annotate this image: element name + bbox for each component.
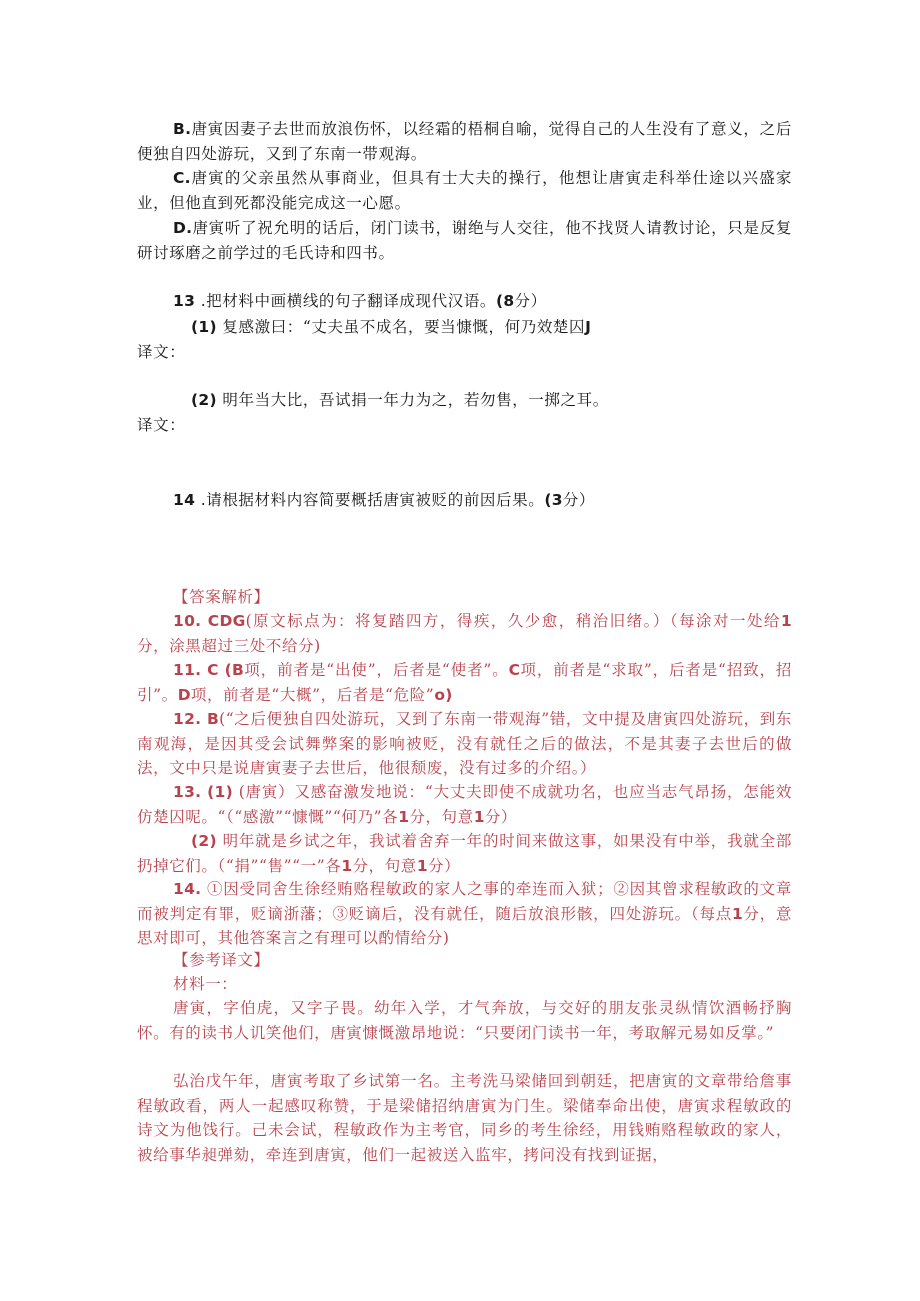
option-b-text: 唐寅因妻子去世而放浪伤怀，以经霜的梧桐自喻，觉得自己的人生没有了意义，之后便独自四处游玩，又到了东南一带观海。 — [137, 120, 792, 163]
answer-11-text-3: 项，前者是“大概”，后者是“危险” — [190, 685, 435, 704]
question-13-item-2 — [137, 388, 792, 413]
answer-13-1-points-1: 1 — [398, 807, 410, 826]
question-14-prompt: .请根据材料内容简要概括唐寅被贬的前因后果。 — [200, 491, 545, 509]
option-c — [137, 166, 792, 215]
question-14-points: (3 — [544, 491, 563, 509]
answer-13-2-text-3: 分） — [428, 856, 461, 875]
answer-13-1 — [137, 780, 792, 829]
option-c-letter: C. — [173, 169, 191, 187]
answer-13-1-text-2: 分，句意 — [409, 807, 474, 826]
answer-10 — [137, 609, 792, 658]
answer-11-tail: o) — [434, 685, 453, 704]
answer-14 — [137, 877, 792, 951]
question-13-item-1-tail: J — [585, 318, 592, 336]
answer-10-key: CDG — [207, 612, 246, 630]
answer-13-number: 13. — [173, 783, 202, 801]
question-14-points-unit: 分） — [562, 491, 596, 509]
answer-13-2-sub: (2) — [191, 832, 217, 850]
translation-paragraph-1: 唐寅，字伯虎，又字子畏。幼年入学，才气奔放，与交好的朋友张灵纵情饮酒畅抒胸怀。有的读书人讥笑他们，唐寅慷慨激昂地说：“只要闭门读书一年，考取解元易如反掌。” — [137, 999, 792, 1042]
answer-14-text-2: 分，意思对即可，其他答案言之有理可以酌情给分) — [137, 904, 792, 947]
answer-13-2 — [137, 829, 792, 878]
answer-11-key: C — [207, 661, 219, 679]
question-13-item-1-answer-label: 译文： — [137, 343, 186, 361]
answer-13-1-sub: (1) — [207, 783, 233, 801]
question-13 — [137, 289, 792, 314]
translation-paragraph-2: 弘治戊午年，唐寅考取了乡试第一名。主考洗马梁储回到朝廷，把唐寅的文章带给詹事程敏政看，两人一起感叹称赞，于是梁储招纳唐寅为门生。梁储奉命出使，唐寅求程敏政的诗文为他饯行。己未会试，程敏政作为主考官，同乡的考生徐经，用钱贿赂程敏政的家人，被给事华昶弹劾，牵连到唐寅，他们一起被送入监牢，拷问没有找到证据， — [137, 1072, 792, 1164]
answer-14-number: 14. — [173, 880, 202, 898]
option-d-text: 唐寅听了祝允明的话后，闭门读书，谢绝与人交往，他不找贤人请教讨论，只是反复研讨琢磨之前学过的毛氏诗和四书。 — [137, 219, 792, 262]
option-d — [137, 216, 792, 265]
answer-heading: 【答案解析】 — [173, 588, 270, 606]
question-13-item-1-number: (1) — [191, 318, 217, 336]
question-13-prompt: .把材料中画横线的句子翻译成现代汉语。 — [200, 292, 497, 310]
answer-13-2-text: 明年就是乡试之年，我试着舍弃一年的时间来做这事，如果没有中举，我就全部扔掉它们。（“捐”“售”“一”各 — [137, 832, 792, 875]
question-14-number: 14 — [173, 491, 196, 509]
answer-11-text-2: 项，前者是“求取”，后者是“招致，招引”。 — [137, 661, 793, 704]
answer-14-points: 1 — [732, 904, 744, 923]
question-13-number: 13 — [173, 292, 196, 310]
answer-11-option-c: C — [508, 661, 521, 679]
answer-11-option-d: D — [177, 685, 191, 704]
question-13-item-1-text: 复感激曰：“丈夫虽不成名，要当慷慨，何乃效楚囚 — [222, 318, 586, 336]
question-13-points: (8 — [496, 292, 515, 310]
option-c-text: 唐寅的父亲虽然从事商业，但具有士大夫的操行，他想让唐寅走科举仕途以兴盛家业，但他直到死都没能完成这一心愿。 — [137, 169, 792, 212]
answer-12-text: (“之后便独自四处游玩，又到了东南一带观海”错，文中提及唐寅四处游玩，到东南观海，是因其受会试舞弊案的影响被贬，没有就任之后的做法，不是其妻子去世后的做法，文中只是说唐寅妻子去世后，他很颓废，没有过多的介绍。） — [137, 710, 792, 777]
question-13-item-1 — [137, 315, 792, 340]
answer-13-2-points-1: 1 — [341, 856, 353, 875]
answer-10-text-2: 分，涂黑超过三处不给分) — [137, 636, 321, 655]
answer-11-option-b: (B — [224, 661, 245, 679]
answer-10-text: (原文标点为：将复踏四方，得疾，久少愈，稍治旧绪。）（每涂对一处给 — [245, 612, 781, 630]
answer-11-text-1: 项，前者是“出使”，后者是“使者”。 — [244, 661, 509, 679]
answer-12 — [137, 707, 792, 781]
answer-13-2-text-2: 分，句意 — [352, 856, 417, 875]
answer-13-2-points-2: 1 — [416, 856, 428, 875]
option-d-letter: D. — [173, 219, 193, 237]
option-b-letter: B. — [173, 120, 192, 138]
answer-13-1-text-3: 分） — [484, 807, 518, 826]
answer-13-1-points-2: 1 — [473, 807, 485, 826]
answer-12-number: 12. — [173, 710, 202, 728]
answer-12-key: B — [206, 710, 220, 728]
answer-14-text: ①因受同舍生徐经贿赂程敏政的家人之事的牵连而入狱；②因其曾求程敏政的文章而被判定有罪，贬谪浙藩；③贬谪后，没有就任，随后放浪形骸，四处游玩。（每点 — [137, 880, 792, 923]
translation-material-label: 材料一： — [173, 975, 238, 993]
option-b — [137, 117, 792, 166]
answer-10-number: 10. — [173, 612, 202, 630]
question-13-points-unit: 分） — [514, 292, 547, 310]
answer-11 — [137, 658, 792, 707]
answer-10-points: 1 — [780, 612, 792, 630]
translation-heading: 【参考译文】 — [173, 951, 270, 969]
answer-13-1-text: (唐寅）又感奋激发地说：“大丈夫即使不成就功名，也应当志气昂扬，怎能效仿楚囚呢。“（“感激”“慷慨”“何乃”各 — [137, 783, 792, 826]
question-13-item-2-text: 明年当大比，吾试捐一年力为之，若勿售，一掷之耳。 — [222, 391, 609, 409]
question-14 — [137, 488, 792, 513]
answer-11-number: 11. — [173, 661, 202, 679]
question-13-item-2-number: (2) — [191, 391, 217, 409]
question-13-item-2-answer-label: 译文： — [137, 416, 186, 434]
